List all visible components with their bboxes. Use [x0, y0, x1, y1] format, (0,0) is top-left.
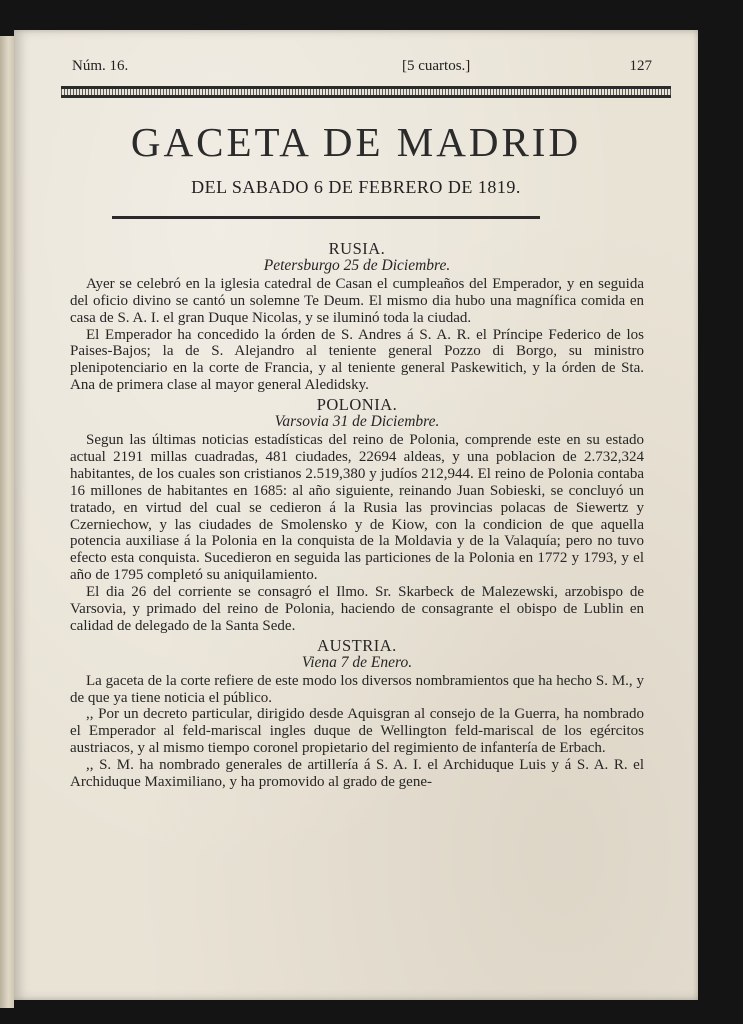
article-body — [70, 238, 644, 791]
masthead-rule — [112, 216, 540, 219]
paragraph-polonia-2: El dia 26 del corriente se consagró el Ilmo. Sr. Skarbeck de Malezewski, arzobispo de Varsovia, y primado del reino de Polonia, haciendo de consagrante el obispo de Lublin en calidad de delegado de la Santa Sede. — [70, 584, 644, 634]
section-heading-austria: AUSTRIA. — [317, 635, 397, 655]
header-ornamental-rule — [61, 86, 671, 98]
issue-date: DEL SABADO 6 DE FEBRERO DE 1819. — [191, 177, 521, 197]
section-heading-polonia: POLONIA. — [316, 395, 398, 415]
paragraph-austria-1: La gaceta de la corte refiere de este modo los diversos nombramientos que ha hecho S. M., y de que ya tiene noticia el público. — [70, 672, 644, 706]
page-sheet — [14, 30, 698, 1000]
paragraph-austria-3: ,, S. M. ha nombrado generales de artillería á S. A. I. el Archiduque Luis y á S. A. R. el Archiduque Maximiliano, y ha promovido al grado de gene- — [70, 757, 644, 791]
masthead-title: GACETA DE MADRID — [130, 119, 582, 165]
paragraph-polonia-1: Segun las últimas noticias estadísticas del reino de Polonia, comprende este en su estado actual 2191 millas cuadradas, 481 ciudades, 22694 aldeas, y una poblacion de 2.732,324 habitantes, de los cuales son cristianos 2.519,380 y judíos 212,944. El reino de Polonia contaba 16 millones de habitantes en 1685: al año siguiente, reinando Juan Sobieski, se concluyó un tratado, en virtud del cual se cedieron á la Rusia las provincias polacas de Siewertz y Czerniechow, y las ciudades de Smolensko y de Kiow, con la condicion de que aquella potencia auxiliase á la Polonia en la conquista de la Moldavia y de la Valaquía; pero no tuvo efecto esta conquista. Sucedieron en seguida las particiones de la Polonia en 1772 y 1793, y el año de 1795 completó su aniquilamiento. — [70, 431, 644, 584]
paragraph-austria-2: ,, Por un decreto particular, dirigido desde Aquisgran al consejo de la Guerra, ha nombrado el Emperador al feld-mariscal ingles duque de Wellington feld-mariscal de los egércitos austriacos, y al mismo tiempo coronel propietario del regimiento de infantería de Erbach. — [70, 706, 644, 757]
issue-number: Núm. 16. — [72, 58, 129, 74]
dateline-polonia: Varsovia 31 de Diciembre. — [274, 413, 440, 431]
page-number: 127 — [629, 58, 652, 74]
dateline-rusia: Petersburgo 25 de Diciembre. — [263, 256, 451, 274]
previous-page-edge — [0, 36, 14, 1008]
section-heading-rusia: RUSIA. — [328, 239, 386, 258]
paragraph-rusia-1: Ayer se celebró en la iglesia catedral de Casan el cumpleaños del Emperador, y en seguida del oficio divino se cantó un solemne Te Deum. El mismo dia hubo una magnífica comida en casa de S. A. I. el gran Duque Nicolas, y se iluminó toda la ciudad. — [70, 275, 644, 326]
dateline-austria: Viena 7 de Enero. — [301, 653, 413, 671]
page-header — [72, 58, 652, 80]
paragraph-rusia-2: El Emperador ha concedido la órden de S. Andres á S. A. R. el Príncipe Federico de los Paises-Bajos; la de S. Alejandro al teniente general Pozzo di Borgo, su ministro plenipotenciario en la corte de Francia, y al teniente general Paskewitich, y la órden de Sta. Ana de primera clase al mayor general Aledidsky. — [70, 326, 644, 394]
issue-price: [5 cuartos.] — [402, 58, 471, 74]
